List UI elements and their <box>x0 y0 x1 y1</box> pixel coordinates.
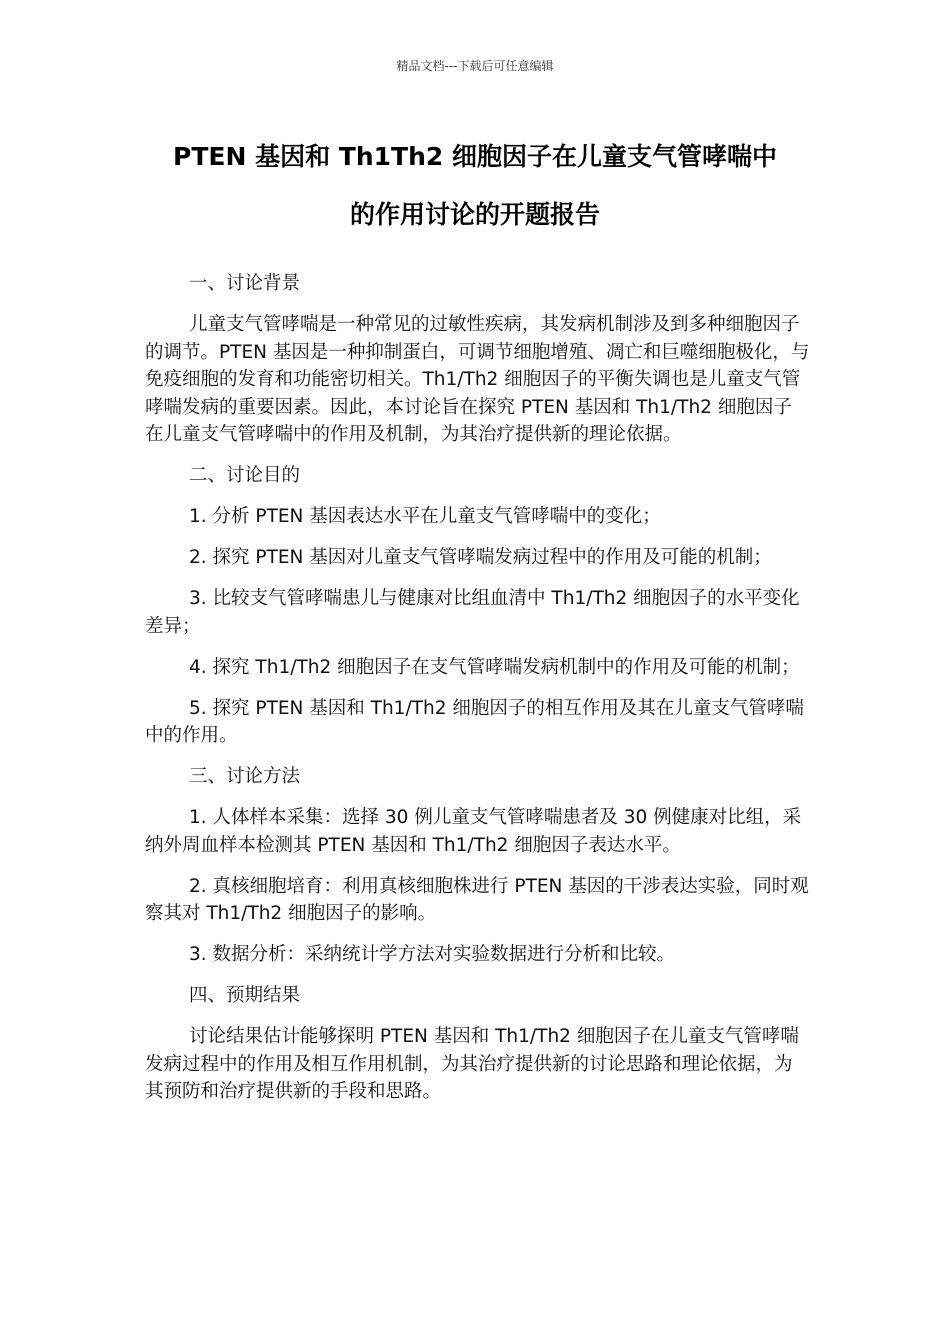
objective-item-5: 5. 探究 PTEN 基因和 Th1/Th2 细胞因子的相互作用及其在儿童支气管哮喘中的作用。 <box>145 697 804 746</box>
title-line-2: 的作用讨论的开题报告 <box>349 200 600 229</box>
method-item-3: 3. 数据分析：采纳统计学方法对实验数据进行分析和比较。 <box>189 944 676 965</box>
objective-item-1: 1. 分析 PTEN 基因表达水平在儿童支气管哮喘中的变化； <box>189 506 661 527</box>
document-body <box>145 270 810 1119</box>
objective-item-4: 4. 探究 Th1/Th2 细胞因子在支气管哮喘发病机制中的作用及可能的机制； <box>189 656 800 678</box>
method-item-2: 2. 真核细胞培育：利用真核细胞株进行 PTEN 基因的干涉表达实验，同时观察其对 Th1/Th2 细胞因子的影响。 <box>145 875 809 924</box>
section-heading-results: 四、预期结果 <box>189 985 301 1006</box>
section-heading-background: 一、讨论背景 <box>189 273 301 294</box>
method-item-1: 1. 人体样本采集：选择 30 例儿童支气管哮喘患者及 30 例健康对比组，采纳外周血样本检测其 PTEN 基因和 Th1/Th2 细胞因子表达水平。 <box>145 807 802 856</box>
document-title <box>120 128 830 244</box>
paragraph-results: 讨论结果估计能够探明 PTEN 基因和 Th1/Th2 细胞因子在儿童支气管哮喘发病过程中的作用及相互作用机制，为其治疗提供新的讨论思路和理论依据，为其预防和治疗提供新的手段和思路。 <box>145 1026 799 1102</box>
section-heading-methods: 三、讨论方法 <box>189 766 301 787</box>
section-heading-objectives: 二、讨论目的 <box>189 465 301 486</box>
title-line-1: PTEN 基因和 Th1Th2 细胞因子在儿童支气管哮喘中 <box>173 142 777 171</box>
page-header: 精品文档---下载后可任意编辑 <box>396 59 554 73</box>
objective-item-2: 2. 探究 PTEN 基因对儿童支气管哮喘发病过程中的作用及可能的机制； <box>189 547 772 568</box>
paragraph-background: 儿童支气管哮喘是一种常见的过敏性疾病，其发病机制涉及到多种细胞因子的调节。PTEN 基因是一种抑制蛋白，可调节细胞增殖、凋亡和巨噬细胞极化，与免疫细胞的发育和功能密切相关。Th1/Th2 细胞因子的平衡失调也是儿童支气管哮喘发病的重要因素。因此，本讨论旨在探究 PTEN 基因和 Th1/Th2 细胞因子在儿童支气管哮喘中的作用及机制，为其治疗提供新的理论依据。 <box>145 314 810 445</box>
objective-item-3: 3. 比较支气管哮喘患儿与健康对比组血清中 Th1/Th2 细胞因子的水平变化差异； <box>145 588 800 637</box>
